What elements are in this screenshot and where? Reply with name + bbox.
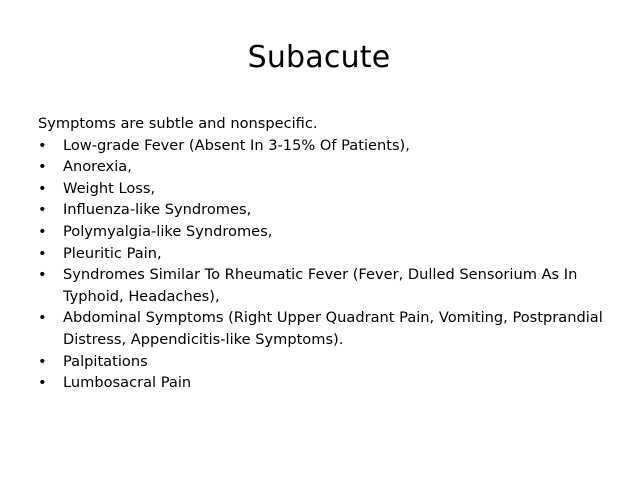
bullet-marker: • xyxy=(38,201,47,219)
list-item xyxy=(38,199,608,221)
intro-text: Symptoms are subtle and nonspecific. xyxy=(38,115,318,132)
list-item-text: Low-grade Fever (Absent In 3-15% Of Patients), xyxy=(63,136,410,154)
list-item xyxy=(38,156,608,178)
list-item-text: Lumbosacral Pain xyxy=(63,374,192,392)
bullet-marker: • xyxy=(38,179,47,197)
list-item-text: Weight Loss, xyxy=(63,179,156,197)
bullet-marker: • xyxy=(38,222,47,240)
list-item-text: Polymyalgia-like Syndromes, xyxy=(63,222,273,240)
list-item-text: Pleuritic Pain, xyxy=(63,244,162,262)
list-item-text: Anorexia, xyxy=(63,158,132,176)
list-item xyxy=(38,243,608,265)
bullet-marker: • xyxy=(38,266,47,284)
list-item-text: Abdominal Symptoms (Right Upper Quadrant Pain, Vomiting, Postprandial Distress, Appendicitis-like Symptoms). xyxy=(63,309,603,348)
list-item-text: Influenza-like Syndromes, xyxy=(63,201,252,219)
bullet-marker: • xyxy=(38,136,47,154)
slide-body xyxy=(38,113,608,394)
list-item xyxy=(38,135,608,157)
list-item xyxy=(38,307,608,350)
bullet-marker: • xyxy=(38,374,47,392)
list-item-text: Palpitations xyxy=(63,352,148,370)
list-item xyxy=(38,221,608,243)
list-item xyxy=(38,264,608,307)
symptom-list xyxy=(38,135,608,394)
list-item-text: Syndromes Similar To Rheumatic Fever (Fever, Dulled Sensorium As In Typhoid, Headaches), xyxy=(63,266,578,305)
list-item xyxy=(38,351,608,373)
bullet-marker: • xyxy=(38,158,47,176)
bullet-marker: • xyxy=(38,309,47,327)
slide-title: Subacute xyxy=(247,40,391,75)
list-item xyxy=(38,372,608,394)
bullet-marker: • xyxy=(38,352,47,370)
list-item xyxy=(38,178,608,200)
bullet-marker: • xyxy=(38,244,47,262)
